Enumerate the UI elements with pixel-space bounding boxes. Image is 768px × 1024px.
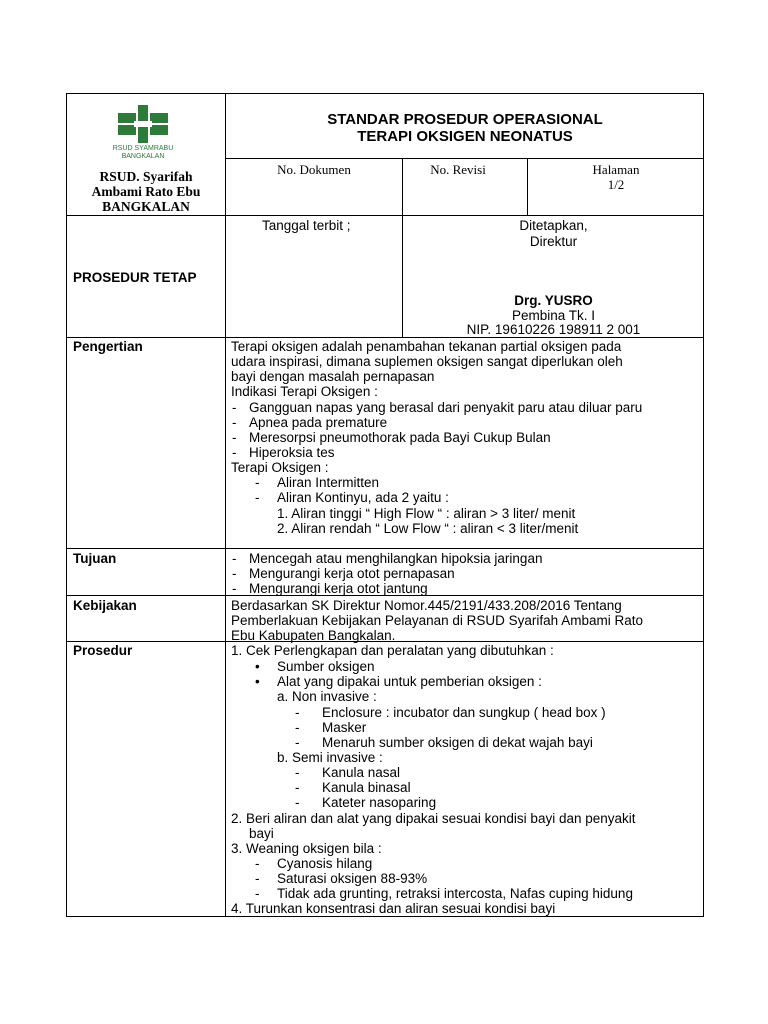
definition-line: udara inspirasi, dimana suplemen oksigen sangat diperlukan oleh <box>231 354 623 369</box>
column-divider <box>225 93 226 917</box>
hospital-name-line2: Ambami Rato Ebu <box>91 184 201 199</box>
document-number-label: No. Dokumen <box>277 162 351 177</box>
document-title-line1: STANDAR PROSEDUR OPERASIONAL <box>327 111 603 128</box>
revision-number-label: No. Revisi <box>430 162 486 177</box>
approval-row-divider <box>66 337 704 338</box>
document-title-line2: TERAPI OKSIGEN NEONATUS <box>357 128 573 145</box>
hospital-logo <box>114 103 172 165</box>
hospital-name-line1: RSUD. Syarifah <box>99 169 193 184</box>
pengertian-label: Pengertian <box>73 339 143 354</box>
non-invasive-item: Masker <box>322 720 367 735</box>
dash-icon: - <box>232 566 237 581</box>
policy-line: Pemberlakuan Kebijakan Pelayanan di RSUD Syarifah Ambami Rato <box>231 613 643 628</box>
issue-date-label: Tanggal terbit ; <box>262 218 351 233</box>
dash-icon: - <box>232 445 237 460</box>
semi-invasive-heading: b. Semi invasive : <box>277 750 383 765</box>
dash-icon: - <box>232 400 237 415</box>
dash-icon: - <box>232 430 237 445</box>
definition-line: Terapi oksigen adalah penambahan tekanan partial oksigen pada <box>231 339 622 354</box>
semi-invasive-item: Kateter nasoparing <box>322 795 437 810</box>
title-divider <box>225 158 704 159</box>
definition-line: bayi dengan masalah pernapasan <box>231 369 435 384</box>
dash-icon: - <box>295 720 300 735</box>
indication-item: Hiperoksia tes <box>249 445 335 460</box>
dash-icon: - <box>295 795 300 810</box>
policy-line: Ebu Kabupaten Bangkalan. <box>231 628 396 643</box>
procedure-step-2-cont: bayi <box>249 826 274 841</box>
equipment-bullet: Sumber oksigen <box>277 659 375 674</box>
therapy-type: Aliran Intermitten <box>277 475 380 490</box>
set-by-label: Ditetapkan, <box>519 218 588 233</box>
therapy-heading: Terapi Oksigen : <box>231 460 329 475</box>
pengertian-row-divider <box>66 548 704 549</box>
prosedur-tetap-label: PROSEDUR TETAP <box>73 270 197 285</box>
dash-icon: - <box>255 886 260 901</box>
director-title: Direktur <box>529 234 578 249</box>
purpose-item: Mengurangi kerja otot pernapasan <box>249 566 455 581</box>
weaning-item: Cyanosis hilang <box>277 856 373 871</box>
weaning-item: Saturasi oksigen 88-93% <box>277 871 428 886</box>
director-nip: NIP. 19610226 198911 2 001 <box>466 322 641 337</box>
dash-icon: - <box>295 735 300 750</box>
logo-text-line1: RSUD SYAMRABU <box>112 145 174 152</box>
dash-icon: - <box>232 551 237 566</box>
dash-icon: - <box>295 780 300 795</box>
tujuan-label: Tujuan <box>73 551 117 566</box>
procedure-step-2: 2. Beri aliran dan alat yang dipakai sesuai kondisi bayi dan penyakit <box>231 811 636 826</box>
flow-item: 1. Aliran tinggi “ High Flow “ : aliran > 3 liter/ menit <box>277 506 576 521</box>
semi-invasive-item: Kanula nasal <box>322 765 401 780</box>
indication-item: Apnea pada premature <box>249 415 388 430</box>
page-label: Halaman <box>592 162 640 177</box>
indication-heading: Indikasi Terapi Oksigen : <box>231 384 378 399</box>
indication-item: Meresorpsi pneumothorak pada Bayi Cukup Bulan <box>249 430 551 445</box>
indication-item: Gangguan napas yang berasal dari penyakit paru atau diluar paru <box>249 400 643 415</box>
dash-icon: - <box>232 415 237 430</box>
bullet-icon: • <box>255 659 260 674</box>
prosedur-label: Prosedur <box>73 643 133 658</box>
kebijakan-label: Kebijakan <box>73 598 137 613</box>
therapy-type: Aliran Kontinyu, ada 2 yaitu : <box>277 490 449 505</box>
procedure-step-1: 1. Cek Perlengkapan dan peralatan yang dibutuhkan : <box>231 643 554 658</box>
director-name: Drg. YUSRO <box>514 293 593 308</box>
dash-icon: - <box>295 705 300 720</box>
non-invasive-item: Menaruh sumber oksigen di dekat wajah bayi <box>322 735 593 750</box>
purpose-item: Mencegah atau menghilangkan hipoksia jaringan <box>249 551 543 566</box>
semi-invasive-item: Kanula binasal <box>322 780 411 795</box>
dash-icon: - <box>255 490 260 505</box>
non-invasive-item: Enclosure : incubator dan sungkup ( head box ) <box>322 705 606 720</box>
bullet-icon: • <box>255 674 260 689</box>
logo-text-line2: BANGKALAN <box>121 153 165 160</box>
dash-icon: - <box>255 871 260 886</box>
page-value: 1/2 <box>607 177 625 192</box>
logo-emblem-icon <box>114 103 172 147</box>
non-invasive-heading: a. Non invasive : <box>277 689 377 704</box>
director-rank: Pembina Tk. I <box>511 308 596 323</box>
procedure-step-4: 4. Turunkan konsentrasi dan aliran sesuai kondisi bayi <box>231 901 556 916</box>
header-row-divider <box>66 215 704 216</box>
dash-icon: - <box>255 475 260 490</box>
hospital-name-line3: BANGKALAN <box>102 199 190 214</box>
dash-icon: - <box>232 581 237 596</box>
dash-icon: - <box>255 856 260 871</box>
policy-line: Berdasarkan SK Direktur Nomor.445/2191/433.208/2016 Tentang <box>231 598 622 613</box>
flow-item: 2. Aliran rendah “ Low Flow “ : aliran < 3 liter/menit <box>277 521 579 536</box>
equipment-bullet: Alat yang dipakai untuk pemberian oksigen : <box>277 674 542 689</box>
weaning-item: Tidak ada grunting, retraksi intercosta, Nafas cuping hidung <box>277 886 633 901</box>
procedure-step-3: 3. Weaning oksigen bila : <box>231 841 382 856</box>
purpose-item: Mengurangi kerja otot jantung <box>249 581 428 596</box>
dash-icon: - <box>295 765 300 780</box>
